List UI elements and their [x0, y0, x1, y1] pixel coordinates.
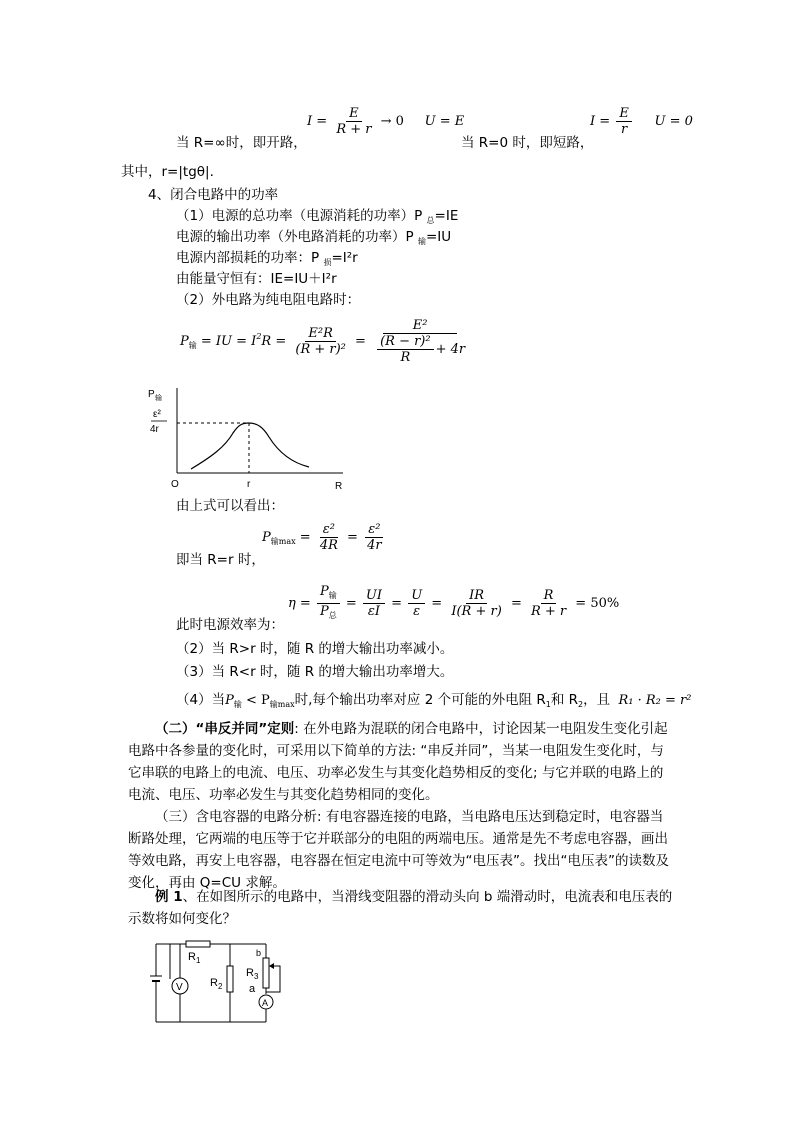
r1-label: R — [188, 951, 196, 963]
current-symbol: I — [590, 114, 596, 129]
r-note: 其中，r=|tgθ|. — [121, 164, 214, 180]
subscript: 输 — [188, 341, 197, 350]
denominator: εI — [367, 604, 381, 619]
denominator: R + r — [530, 604, 567, 619]
formula-part: R = — [261, 334, 287, 349]
fraction-2 — [364, 522, 385, 553]
denominator: R + r — [336, 122, 372, 137]
total-power-tail: =IE — [434, 208, 459, 224]
section-2-text: : 在外电路为混联的闭合电路中，讨论因某一电阻发生变化引起电路中各参量的变化时，可采用以下简单的方法: “串反并同”，当某一电阻发生变化时，与它串联的电路上的电流、电压、功率必发生与其变化趋势相反的变化; 与它并联的电路上的电流、电压、功率必发生与其变化趋势相同的变化。 — [128, 721, 668, 803]
numerator: UI — [363, 588, 385, 604]
subscript: 1 — [545, 700, 551, 709]
numerator: ε² — [320, 522, 338, 538]
numerator: E²R — [305, 326, 336, 342]
slider-arrow-icon — [269, 963, 274, 969]
circuit-diagram — [148, 936, 298, 1028]
loss-power-tail: =I²r — [331, 250, 358, 266]
max-power-formula: $P_{输max}$ = $\frac{\text{ε²}}{4R}$ = $\frac{\text{ε²}}{4r}$ — [262, 522, 387, 553]
peak-numerator: ε² — [153, 409, 161, 420]
section-4-heading: 4、闭合电路中的功率 — [148, 187, 279, 203]
y-axis-label: P — [148, 389, 155, 400]
formula-part: = IU = I — [200, 334, 257, 349]
power-symbol: P — [225, 693, 234, 708]
power-resistance-graph — [145, 385, 355, 495]
subscript: 输max — [269, 700, 295, 709]
y-axis-label-sub: 输 — [155, 395, 162, 402]
pure-resistor-line: （2）外电路为纯电阻电路时： — [176, 292, 361, 308]
r3-sub: 3 — [254, 972, 259, 981]
current-symbol: I — [307, 114, 313, 129]
r-tick-label: r — [247, 479, 251, 490]
symbol: P — [319, 604, 329, 619]
r2-label: R — [210, 977, 218, 989]
resistance-relation: R₁ · R₂ = r² — [618, 693, 692, 708]
fraction-1 — [317, 522, 341, 553]
fraction-e-over-r — [616, 106, 632, 137]
denominator — [317, 604, 340, 623]
fraction-2 — [372, 318, 468, 365]
output-power-formula — [180, 318, 470, 365]
case-4-tail: ，且 — [583, 692, 611, 708]
numerator: R — [541, 588, 557, 604]
resistor-r2 — [227, 966, 233, 992]
when-r-text: 即当 R=r 时， — [176, 552, 265, 568]
output-power-tail: =IU — [425, 229, 452, 245]
fraction-p — [317, 584, 340, 623]
numerator: (R − r)² — [377, 334, 434, 350]
equals: = — [299, 530, 311, 545]
subscript: 总 — [426, 216, 435, 225]
denominator: ε — [413, 604, 421, 619]
percentage: = 50% — [575, 596, 620, 611]
resistor-r1 — [186, 941, 210, 947]
section-3-paragraph — [128, 806, 676, 894]
efficiency-formula: η = $\frac{P_输}{P_总}$ = $\frac{UI}{\varepsilon I}$ = $\frac{U}{\varepsilon}$ = $\frac{IR}{I(R + r)}$ = $\frac{R}{R + r}$ = 50% — [288, 584, 619, 623]
r1-sub: 1 — [196, 956, 201, 965]
resistor-r3 — [263, 958, 269, 988]
subscript: 输 — [328, 591, 337, 600]
limit-arrow: → 0 — [380, 114, 404, 129]
fraction-u — [408, 588, 425, 619]
fraction-ir — [448, 588, 504, 619]
peak-denominator: 4r — [150, 424, 159, 435]
power-symbol: P — [180, 334, 189, 349]
less-than: < P — [245, 693, 270, 708]
case-4-prefix: （4）当 — [176, 692, 226, 708]
denominator: R — [400, 350, 411, 365]
ammeter-label: A — [262, 998, 269, 1008]
denominator: r — [620, 122, 628, 137]
short-circuit-text: 当 R=0 时，即短路， — [461, 135, 594, 151]
equals: = — [355, 334, 366, 349]
fraction-r — [528, 588, 569, 619]
r3-label: R — [246, 967, 254, 979]
output-power-text: 电源的输出功率（外电路消耗的功率）P — [176, 229, 418, 245]
section-2-heading: （二）“串反并同”定则 — [155, 721, 295, 737]
conservation-line: 由能量守恒有：IE=IU＋I²r — [176, 271, 337, 287]
subscript: 总 — [328, 611, 337, 620]
fraction-e-over-rr — [333, 106, 374, 137]
slider-return — [266, 972, 280, 992]
origin-label: O — [171, 479, 179, 490]
see-above-text: 由上式可以看出： — [176, 498, 284, 514]
efficiency-label: 此时电源效率为： — [176, 617, 284, 633]
case-4-and: 和 R — [550, 692, 579, 708]
denominator: 4R — [319, 538, 338, 553]
open-circuit-formula: I = $\frac{E}{R + r}$ → 0 U = E — [307, 106, 465, 137]
terminal-b: b — [256, 948, 262, 958]
compound-denominator — [372, 334, 468, 365]
loss-power-line — [176, 246, 358, 268]
voltmeter-label: V — [176, 982, 183, 993]
denominator: 4r — [367, 538, 382, 553]
loss-power-text: 电源内部损耗的功率：P — [176, 250, 324, 266]
subscript: 损 — [323, 258, 332, 267]
fraction-ui — [363, 588, 385, 619]
subscript: 输 — [233, 700, 242, 709]
eta: η = — [288, 596, 311, 611]
total-power-text: （1）电源的总功率（电源消耗的功率）P — [176, 208, 427, 224]
case-4 — [176, 688, 691, 710]
case-4-text: 时,每个输出功率对应 2 个可能的外电阻 R — [294, 692, 546, 708]
case-3: （3）当 R<r 时，随 R 的增大输出功率增大。 — [176, 664, 454, 680]
subscript: 输 — [417, 237, 426, 246]
case-2: （2）当 R>r 时，随 R 的增大输出功率减小。 — [176, 641, 454, 657]
numerator: IR — [466, 588, 487, 604]
fraction-1 — [292, 326, 349, 357]
numerator: E — [346, 106, 362, 122]
voltage-expression: U = E — [424, 114, 465, 129]
total-power-line — [176, 204, 458, 226]
numerator: U — [408, 588, 425, 604]
section-2-paragraph — [128, 718, 676, 806]
subscript: 输max — [270, 537, 296, 546]
denominator: I(R + r) — [451, 604, 502, 619]
example-label: 例 1 — [155, 889, 183, 905]
power-symbol: P — [262, 530, 271, 545]
superscript: 2 — [256, 332, 262, 341]
output-power-line — [176, 225, 451, 247]
voltage-expression: U = 0 — [654, 114, 693, 129]
denominator: (R + r)² — [295, 342, 346, 357]
open-circuit-text: 当 R=∞时，即开路， — [176, 135, 307, 151]
short-circuit-formula: I = $\frac{E}{r}$ U = 0 — [590, 106, 693, 137]
example-text: 、在如图所示的电路中，当滑线变阻器的滑动头向 b 端滑动时，电流表和电压表的示数将如何变化？ — [128, 889, 673, 927]
numerator: E² — [383, 318, 458, 334]
numerator — [317, 584, 340, 604]
symbol: P — [319, 584, 329, 599]
numerator: ε² — [365, 522, 383, 538]
r2-sub: 2 — [218, 982, 223, 991]
plus-term: + 4r — [435, 342, 466, 357]
terminal-a: a — [249, 983, 256, 995]
subscript: 2 — [578, 700, 584, 709]
example-1-paragraph — [128, 886, 676, 930]
x-axis-label: R — [335, 481, 343, 492]
numerator: E — [616, 106, 632, 122]
power-curve — [191, 423, 309, 469]
section-3-text: （三）含电容器的电路分析: 有电容器连接的电路，当电路电压达到稳定时，电容器当断路处理，它两端的电压等于它并联部分的电阻的两端电压。通常是先不考虑电容器，画出等效电路，再安上电容器，电容器在恒定电流中可等效为“电压表”。找出“电压表”的读数及变化，再由 Q=CU 求解。 — [128, 809, 669, 891]
